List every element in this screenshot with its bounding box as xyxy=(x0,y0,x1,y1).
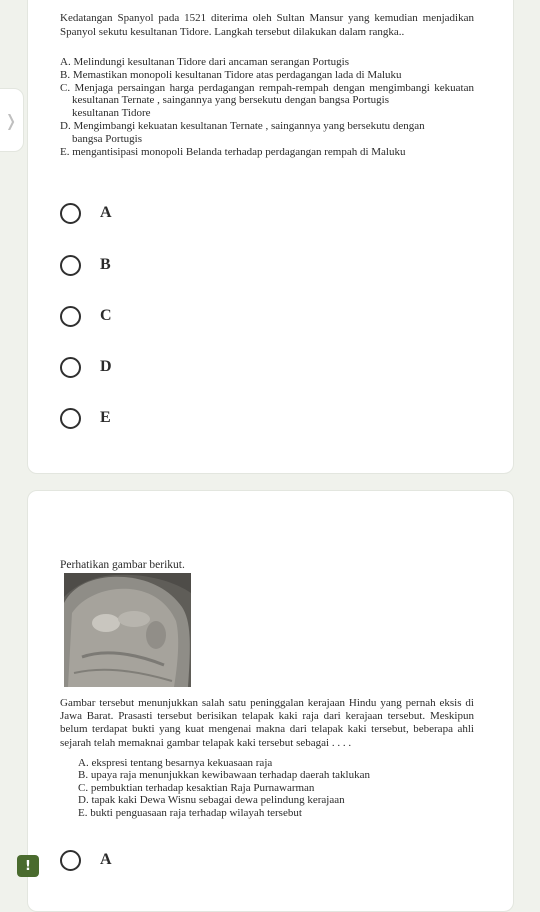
answer-label: A xyxy=(100,204,112,221)
radio-button[interactable] xyxy=(60,203,81,224)
option-b-text: B. Memastikan monopoli kesultanan Tidore atas perdagangan lada di Maluku xyxy=(60,68,402,81)
answer-option-a[interactable] xyxy=(60,847,260,873)
chevron-right-icon: ❭ xyxy=(4,110,18,130)
option-e-text: E. bukti penguasaan raja terhadap wilayah tersebut xyxy=(78,806,302,819)
radio-button[interactable] xyxy=(60,357,81,378)
inscription-stone-image xyxy=(64,573,191,687)
answer-option-a[interactable] xyxy=(60,200,260,226)
answer-option-e[interactable] xyxy=(60,405,260,431)
answer-option-b[interactable] xyxy=(60,252,260,278)
answer-label: B xyxy=(100,256,111,273)
question-options xyxy=(78,757,474,819)
answer-label: D xyxy=(100,358,112,375)
answer-label: A xyxy=(100,851,112,868)
radio-button[interactable] xyxy=(60,408,81,429)
option-a-text: A. Melindungi kesultanan Tidore dari ancaman serangan Portugis xyxy=(60,56,350,68)
question-text: Kedatangan Spanyol pada 1521 diterima oleh Sultan Mansur yang kemudian menjadikan Spanyol sekutu kesultanan Tidore. Langkah tersebut dilakukan dalam rangka.. xyxy=(60,12,474,38)
radio-button[interactable] xyxy=(60,850,81,871)
question-card-1 xyxy=(27,0,514,474)
option-e-text: E. mengantisipasi monopoli Belanda terhadap perdagangan rempah di Maluku xyxy=(60,145,406,158)
side-nav-handle[interactable] xyxy=(0,88,24,152)
option-c-text: C. pembuktian terhadap kesaktian Raja Purnawarman xyxy=(78,781,315,794)
answer-label: C xyxy=(100,307,112,324)
exclamation-icon: ! xyxy=(25,858,31,874)
question-intro: Perhatikan gambar berikut. xyxy=(60,559,185,571)
option-d-text: D. tapak kaki Dewa Wisnu sebagai dewa pelindung kerajaan xyxy=(78,794,345,807)
question-text: Gambar tersebut menunjukkan salah satu peninggalan kerajaan Hindu yang pernah eksis di Jawa Barat. Prasasti tersebut berisikan telapak kaki raja dari kerajaan tersebut. Meskipun belum terdapat bukti yang kuat mengenai makna dari telapak kaki tersebut, beberapa ahli sejarah telah memaknai gambar telapak kaki tersebut sebagai . . . . xyxy=(60,697,474,749)
flag-question-button[interactable] xyxy=(17,855,39,877)
question-options xyxy=(60,56,474,158)
option-d-text: D. Mengimbangi kekuatan kesultanan Ternate , saingannya yang bersekutu dengan bangsa Portugis xyxy=(60,119,425,145)
answer-label: E xyxy=(100,409,111,426)
question-card-2 xyxy=(27,490,514,912)
radio-button[interactable] xyxy=(60,255,81,276)
option-a-text: A. ekspresi tentang besarnya kekuasaan raja xyxy=(78,757,273,769)
radio-button[interactable] xyxy=(60,306,81,327)
answer-option-d[interactable] xyxy=(60,354,260,380)
option-b-text: B. upaya raja menunjukkan kewibawaan terhadap daerah taklukan xyxy=(78,769,370,782)
answer-option-c[interactable] xyxy=(60,303,260,329)
option-c-text: C. Menjaga persaingan harga perdagangan rempah-rempah dengan mengimbangi kekuatan kesultanan Ternate , saingannya yang bersekutu dengan bangsa Portugis kesultanan Tidore xyxy=(60,81,474,120)
